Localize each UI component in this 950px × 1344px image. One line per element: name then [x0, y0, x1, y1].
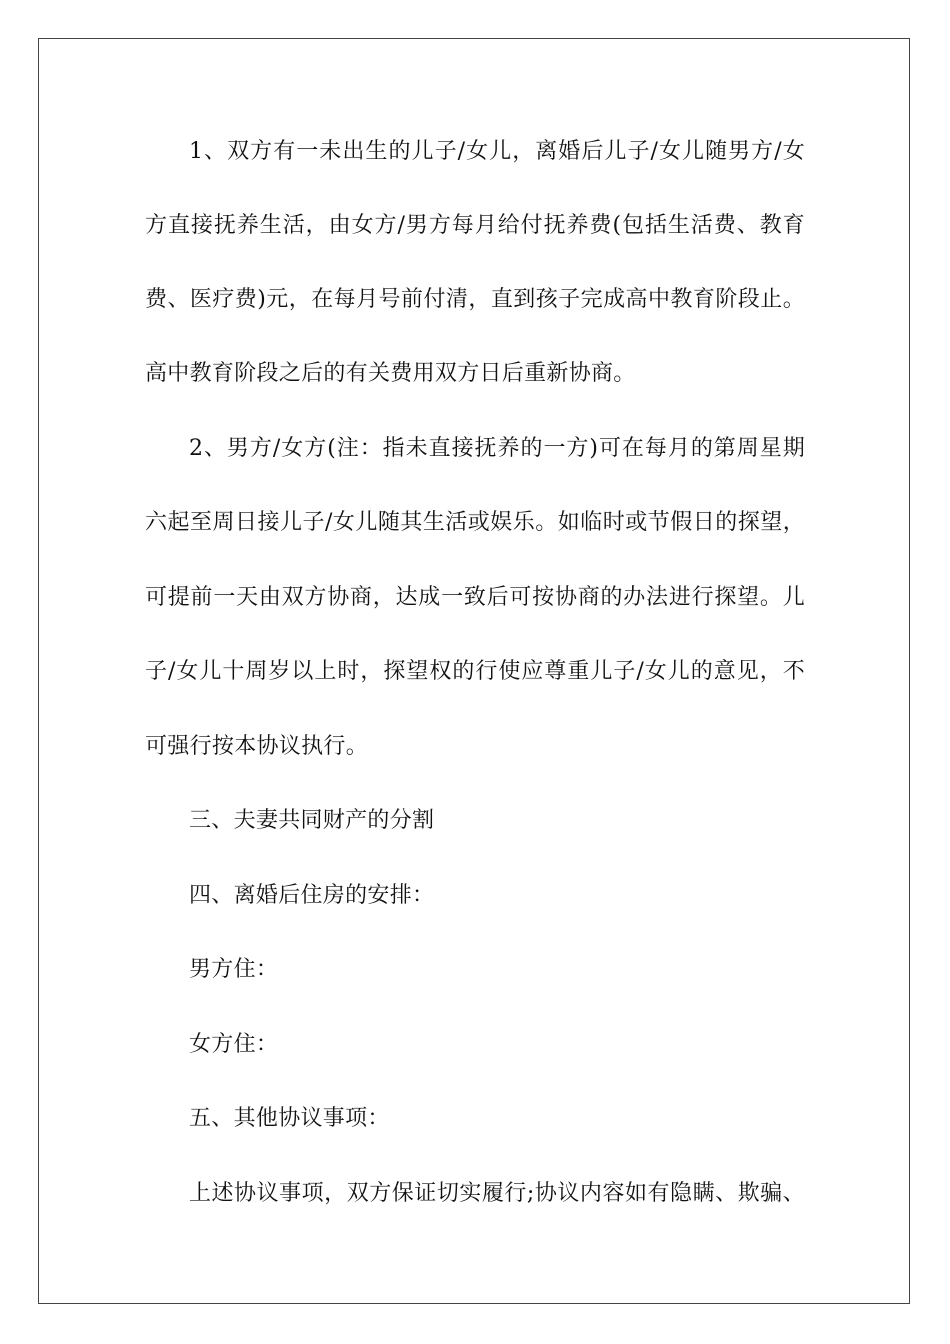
section-5-heading: 五、其他协议事项：	[189, 1106, 390, 1131]
clause-2-line-1: 2、男方/女方(注：指未直接抚养的一方)可在每月的第周星期	[189, 436, 805, 461]
female-residence-label: 女方住：	[189, 1032, 279, 1057]
clause-1-line-1: 1、双方有一未出生的儿子/女儿，离婚后儿子/女儿随男方/女	[189, 139, 805, 164]
section-3-heading: 三、夫妻共同财产的分割	[189, 808, 435, 833]
clause-2-line-4: 子/女儿十周岁以上时，探望权的行使应尊重儿子/女儿的意见，不	[145, 659, 805, 684]
clause-2-line-2: 六起至周日接儿子/女儿随其生活或娱乐。如临时或节假日的探望，	[145, 510, 805, 535]
clause-1-line-4: 高中教育阶段之后的有关费用双方日后重新协商。	[145, 361, 636, 386]
clause-2-line-3: 可提前一天由双方协商，达成一致后可按协商的办法进行探望。儿	[145, 585, 805, 610]
male-residence-label: 男方住：	[189, 957, 279, 982]
closing-paragraph-line-1: 上述协议事项，双方保证切实履行;协议内容如有隐瞒、欺骗、	[189, 1181, 805, 1206]
clause-1-line-2: 方直接抚养生活，由女方/男方每月给付抚养费(包括生活费、教育	[145, 213, 805, 238]
clause-1-line-3: 费、医疗费)元，在每月号前付清，直到孩子完成高中教育阶段止。	[145, 287, 805, 312]
section-4-heading: 四、离婚后住房的安排：	[189, 883, 435, 908]
clause-2-line-5: 可强行按本协议执行。	[145, 734, 369, 759]
